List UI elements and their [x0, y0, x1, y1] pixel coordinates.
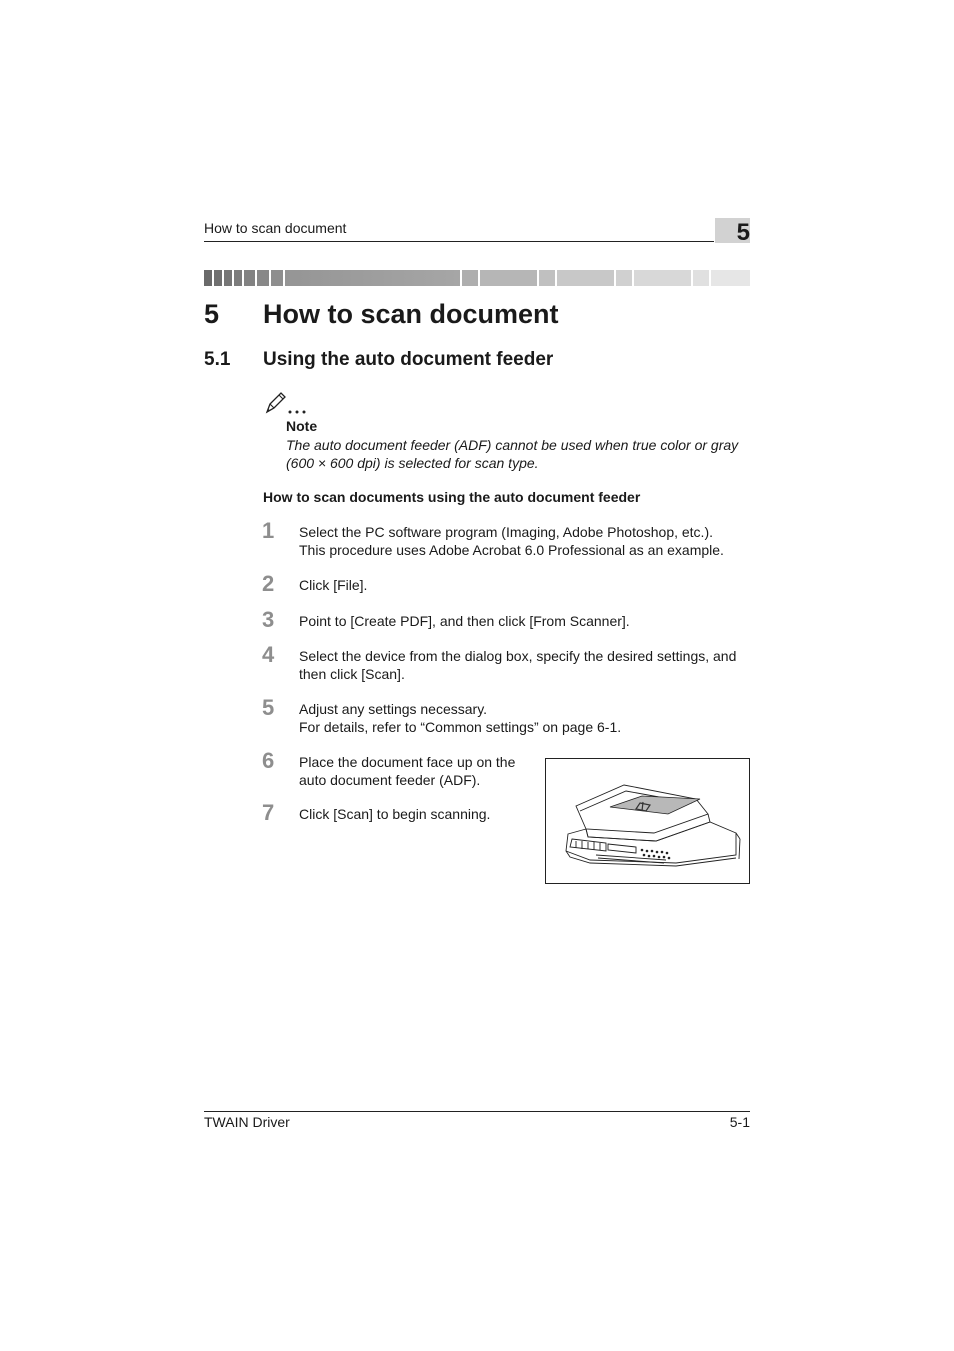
step-text: Point to [Create PDF], and then click [From Scanner]. — [299, 613, 630, 629]
running-header-title: How to scan document — [204, 220, 347, 236]
note-text: The auto document feeder (ADF) cannot be used when true color or gray (600 × 600 dpi) is selected for scan type. — [286, 437, 739, 471]
procedure-title: How to scan documents using the auto document feeder — [263, 489, 641, 505]
header-rule — [204, 241, 714, 242]
chapter-title: How to scan document — [263, 299, 559, 329]
chapter-tab-number: 5 — [736, 219, 750, 246]
step-number: 5 — [262, 695, 275, 720]
decorative-strip — [204, 270, 750, 286]
step-number: 2 — [262, 571, 275, 596]
chapter-number: 5 — [204, 299, 220, 329]
step-text: Click [Scan] to begin scanning. — [299, 806, 491, 822]
step-number: 4 — [262, 642, 275, 667]
footer-page-number: 5-1 — [729, 1114, 750, 1130]
footer-product-name: TWAIN Driver — [204, 1114, 290, 1130]
footer-rule — [204, 1111, 750, 1112]
step-text: Place the document face up on the auto document feeder (ADF). — [299, 754, 516, 788]
step-number: 1 — [262, 518, 275, 543]
step-text: Adjust any settings necessary. For details, refer to “Common settings” on page 6-1. — [299, 701, 622, 735]
step-number: 6 — [262, 748, 275, 773]
note-label: Note — [286, 418, 318, 434]
step-number: 7 — [262, 800, 275, 825]
pencil-icon — [264, 392, 312, 416]
step-number: 3 — [262, 607, 275, 632]
section-number: 5.1 — [204, 349, 231, 370]
scanner-adf-illustration — [545, 758, 750, 884]
section-title: Using the auto document feeder — [263, 349, 554, 370]
step-text: Click [File]. — [299, 577, 368, 593]
step-text: Select the device from the dialog box, specify the desired settings, and then click [Scan]. — [299, 648, 737, 682]
step-text: Select the PC software program (Imaging, Adobe Photoshop, etc.). This procedure uses Adobe Acrobat 6.0 Professional as an example. — [299, 524, 724, 558]
